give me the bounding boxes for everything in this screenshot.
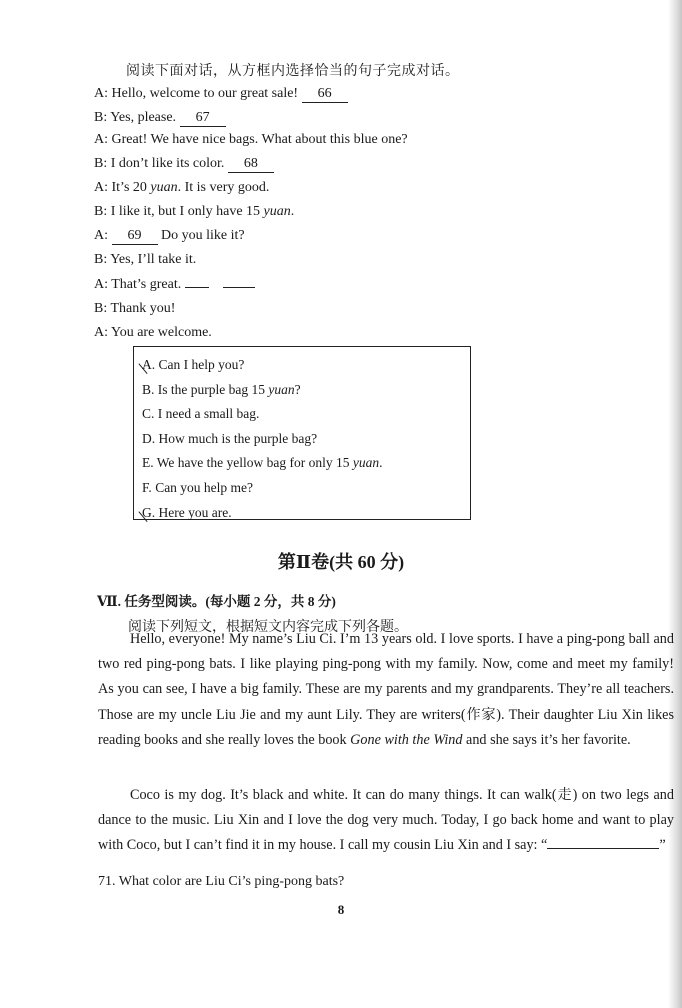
currency-word: yuan [352, 455, 380, 470]
dialogue-text: A: Hello, welcome to our great sale! [94, 86, 302, 101]
option-text: Is the purple bag 15 [154, 382, 269, 397]
dialogue-line [94, 110, 226, 127]
dialogue-text: A: It’s 20 [94, 180, 151, 195]
dialogue-text: B: I like it, but I only have 15 [94, 204, 264, 219]
dialogue-text: A: You are welcome. [94, 325, 212, 340]
question-71: 71. What color are Liu Ci’s ping-pong bats? [98, 874, 345, 889]
answer-blank: 66 [302, 86, 348, 103]
option-letter: D. [142, 431, 156, 446]
passage-p2-text-a: Coco is my dog. It’s black and white. It can do many things. It can walk(走) on two legs and dance to the music. Liu Xin and I love the dog very much. Today, I go back home and want to play with Coco, but I can’t find it in my house. I call my cousin Liu Xin and I say: “ [98, 787, 674, 854]
dialogue-line [94, 204, 294, 220]
answer-blank [223, 287, 255, 288]
dialogue-line [94, 252, 196, 268]
cross-mark [138, 355, 157, 374]
dialogue-line [94, 86, 348, 103]
option-d [142, 431, 317, 447]
option-b [142, 382, 301, 398]
dialogue-text: B: Thank you! [94, 301, 176, 316]
section7-instruction: 阅读下列短文，根据短文内容完成下列各题。 [128, 620, 408, 635]
spacer [209, 277, 223, 292]
page-number: 8 [337, 902, 345, 917]
dialogue-line [94, 156, 274, 173]
option-text: Here you are. [155, 505, 232, 520]
dialogue-instruction: 阅读下面对话，从方框内选择恰当的句子完成对话。 [126, 64, 460, 79]
dialogue-line [94, 132, 408, 148]
dialogue-text: B: Yes, please. [94, 110, 180, 125]
dialogue-text: Do you like it? [157, 228, 245, 243]
dialogue-text: A: That’s great. [94, 277, 185, 292]
dialogue-text: . It is very good. [177, 180, 270, 195]
option-c [142, 406, 259, 422]
dialogue-text: A: [94, 228, 112, 243]
options-box [133, 346, 471, 520]
option-letter: C. [142, 406, 155, 421]
passage-paragraph-1 [98, 627, 674, 753]
option-g [142, 505, 232, 521]
option-letter: G. [142, 505, 155, 520]
currency-word: yuan [263, 204, 291, 219]
option-e [142, 455, 383, 471]
section7-heading: Ⅶ. 任务型阅读。(每小题 2 分，共 8 分) [97, 594, 336, 609]
dialogue-line [94, 301, 175, 317]
option-tail: ? [294, 382, 301, 397]
option-a [142, 357, 244, 373]
dialogue-line [94, 277, 255, 293]
option-letter: A. [142, 357, 155, 372]
book-title: Gone with the Wind [350, 731, 463, 748]
option-text: How much is the purple bag? [155, 431, 318, 446]
passage-p1-text-b: and she says it’s her favorite. [462, 731, 631, 748]
dialogue-line [94, 228, 245, 245]
option-text: Can I help you? [155, 357, 245, 372]
answer-blank: 68 [228, 156, 274, 173]
currency-word: yuan [150, 180, 178, 195]
dialogue-text: B: I don’t like its color. [94, 156, 228, 171]
option-letter: F. [142, 480, 152, 495]
passage-paragraph-2 [98, 783, 674, 859]
section-title: 第Ⅱ卷(共 60 分) [277, 552, 405, 572]
dialogue-text: B: Yes, I’ll take it. [94, 252, 197, 267]
quote-blank [547, 848, 659, 849]
answer-blank: 67 [180, 110, 226, 127]
option-tail: . [379, 455, 383, 470]
passage-p1-text-a: Hello, everyone! My name’s Liu Ci. I’m 13 years old. I love sports. I have a ping-pong ball and two red ping-pong bats. I like playing ping-pong with my family. Now, come and meet my family! As you can see, I have a big family. These are my parents and my grandparents. They’re all teachers. Those are my uncle Liu Jie and my aunt Lily. They are writers(作家). Their daughter Liu Xin likes reading books and she really loves the book [98, 631, 674, 748]
option-letter: E. [142, 455, 154, 470]
dialogue-text: . [290, 204, 295, 219]
option-text: We have the yellow bag for only 15 [153, 455, 353, 470]
passage-p2-text-b: ” [659, 837, 666, 854]
currency-word: yuan [268, 382, 295, 397]
dialogue-line [94, 325, 212, 341]
option-f [142, 480, 253, 496]
dialogue-line [94, 180, 269, 196]
answer-blank [185, 287, 209, 288]
cross-mark [138, 503, 157, 522]
answer-blank: 69 [112, 228, 158, 245]
option-text: I need a small bag. [154, 406, 260, 421]
dialogue-text: A: Great! We have nice bags. What about this blue one? [94, 132, 408, 147]
option-text: Can you help me? [151, 480, 254, 495]
option-letter: B. [142, 382, 155, 397]
